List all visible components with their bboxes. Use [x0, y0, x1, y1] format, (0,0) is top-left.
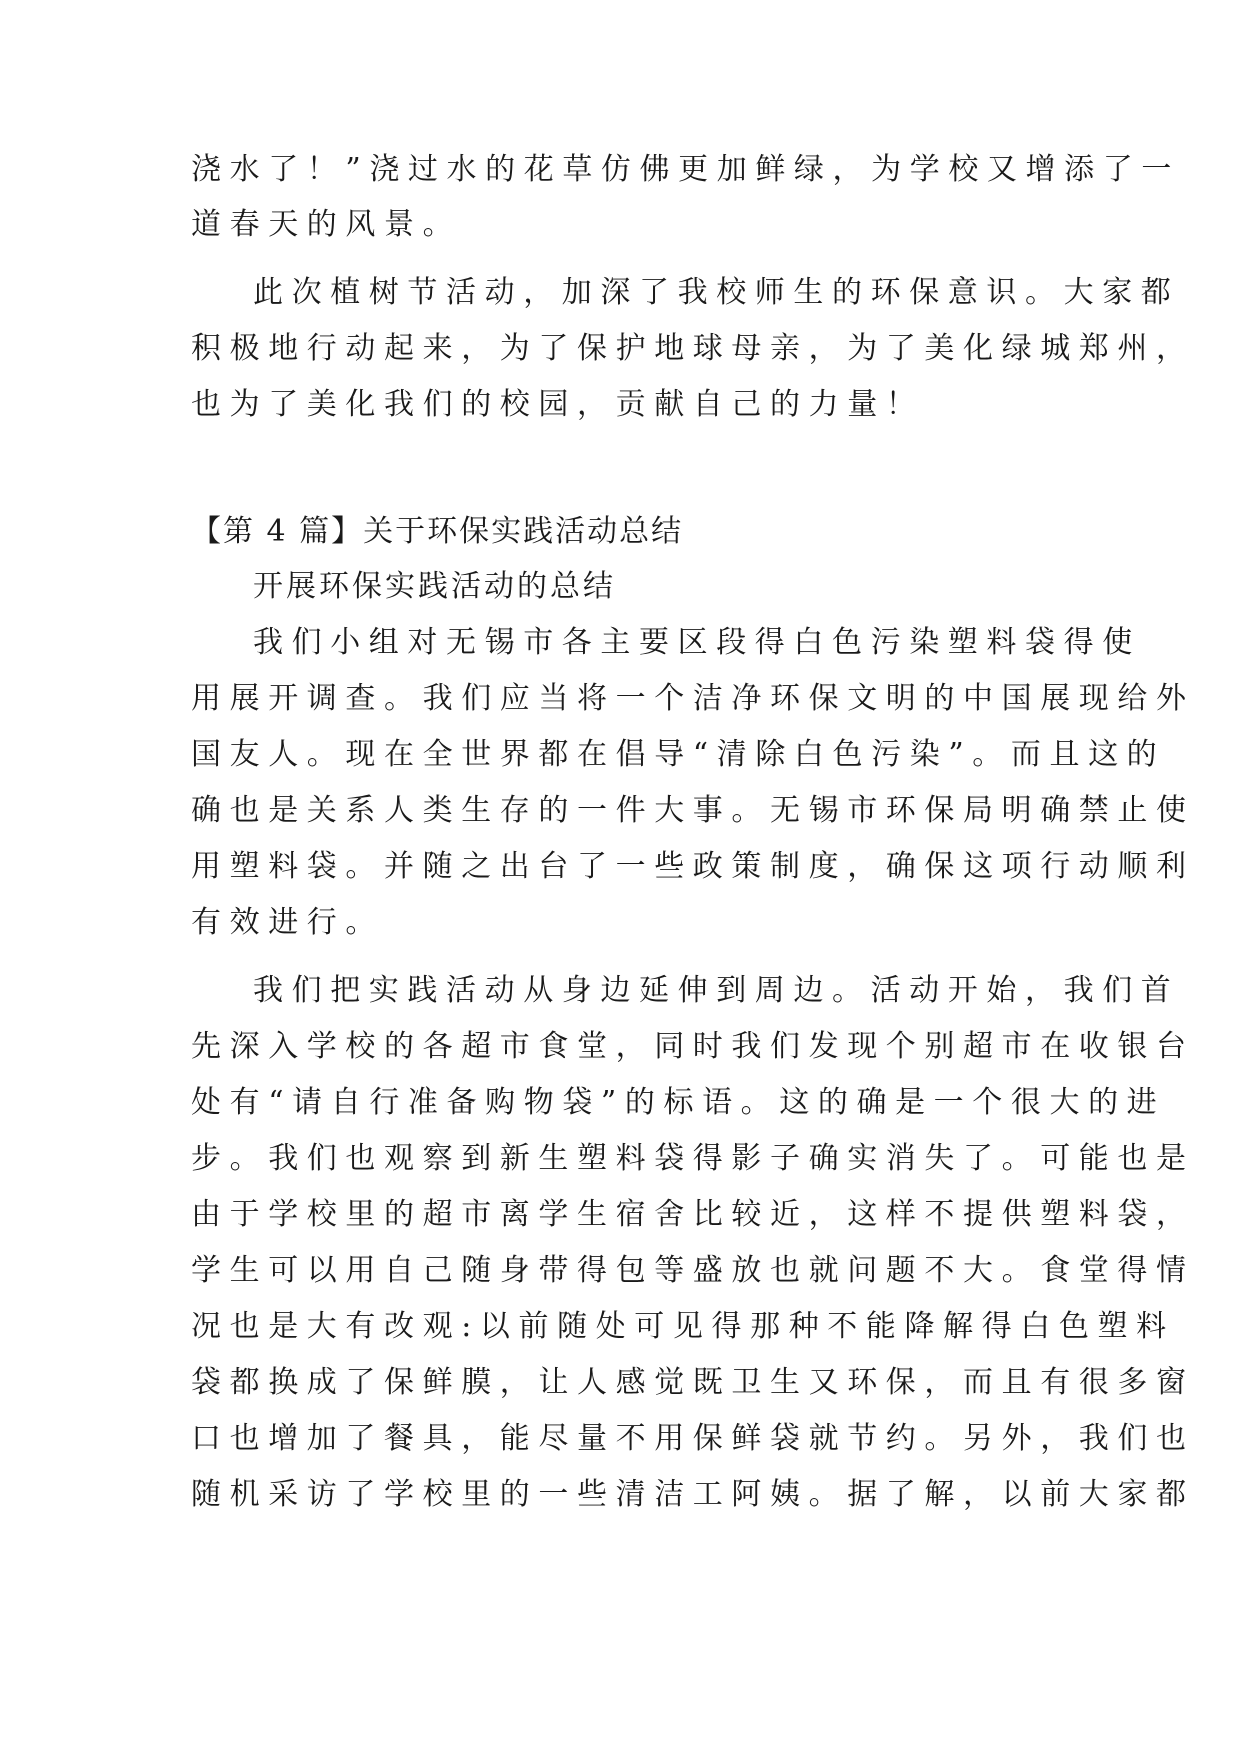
paragraph-line: 有效进行。 — [191, 905, 384, 940]
paragraph-line: 用塑料袋。并随之出台了一些政策制度，确保这项行动顺利 — [191, 849, 1195, 884]
paragraph-line: 况也是大有改观:以前随处可见得那种不能降解得白色塑料 — [191, 1309, 1175, 1344]
paragraph-line: 步。我们也观察到新生塑料袋得影子确实消失了。可能也是 — [191, 1141, 1195, 1176]
paragraph-line: 口也增加了餐具，能尽量不用保鲜袋就节约。另外，我们也 — [191, 1421, 1195, 1456]
paragraph-line: 此次植树节活动，加深了我校师生的环保意识。大家都 — [253, 275, 1180, 310]
paragraph-line: 国友人。现在全世界都在倡导“清除白色污染”。而且这的 — [191, 737, 1166, 772]
paragraph-line: 我们小组对无锡市各主要区段得白色污染塑料袋得使 — [253, 625, 1141, 660]
paragraph-line: 处有“请自行准备购物袋”的标语。这的确是一个很大的进 — [191, 1085, 1166, 1120]
paragraph-line: 袋都换成了保鲜膜，让人感觉既卫生又环保，而且有很多窗 — [191, 1365, 1195, 1400]
paragraph-line: 也为了美化我们的校园，贡献自己的力量！ — [191, 387, 925, 422]
paragraph-line: 先深入学校的各超市食堂，同时我们发现个别超市在收银台 — [191, 1029, 1195, 1064]
section-heading: 【第 4 篇】关于环保实践活动总结 — [191, 514, 684, 549]
paragraph-line: 浇水了！”浇过水的花草仿佛更加鲜绿，为学校又增添了一 — [191, 152, 1180, 187]
paragraph-line: 道春天的风景。 — [191, 207, 462, 242]
paragraph-line: 我们把实践活动从身边延伸到周边。活动开始，我们首 — [253, 973, 1180, 1008]
paragraph-line: 学生可以用自己随身带得包等盛放也就问题不大。食堂得情 — [191, 1253, 1195, 1288]
paragraph-line: 确也是关系人类生存的一件大事。无锡市环保局明确禁止使 — [191, 793, 1195, 828]
section-subtitle: 开展环保实践活动的总结 — [253, 569, 616, 604]
paragraph-line: 随机采访了学校里的一些清洁工阿姨。据了解，以前大家都 — [191, 1477, 1195, 1512]
paragraph-line: 用展开调查。我们应当将一个洁净环保文明的中国展现给外 — [191, 681, 1195, 716]
paragraph-line: 由于学校里的超市离学生宿舍比较近，这样不提供塑料袋， — [191, 1197, 1195, 1232]
paragraph-line: 积极地行动起来，为了保护地球母亲，为了美化绿城郑州， — [191, 331, 1195, 366]
